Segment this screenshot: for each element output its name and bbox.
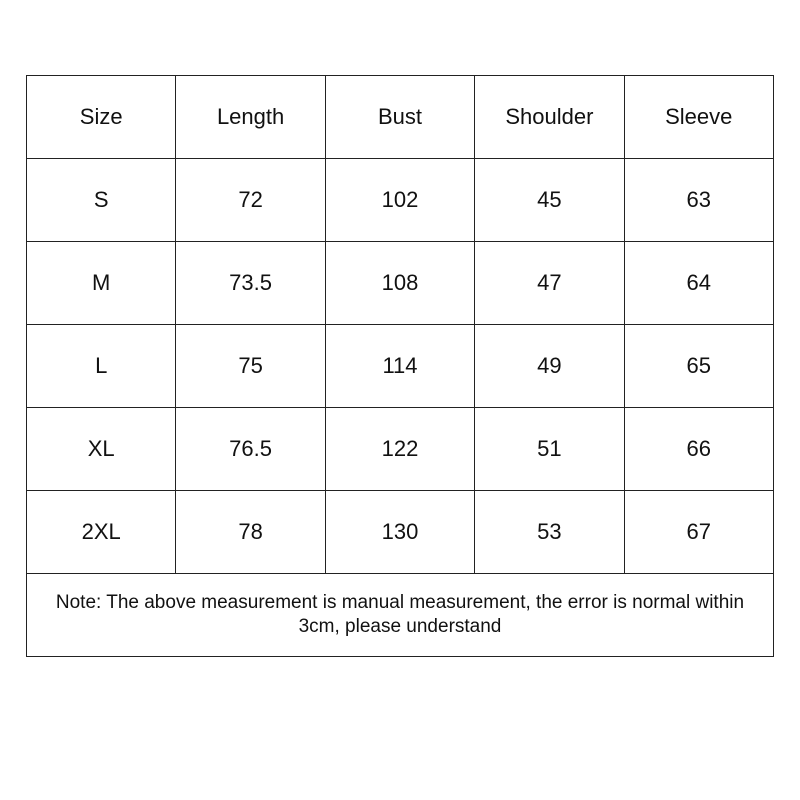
cell-length: 73.5	[176, 242, 325, 325]
header-sleeve: Sleeve	[624, 76, 773, 159]
cell-size: XL	[27, 408, 176, 491]
cell-bust: 130	[325, 491, 474, 574]
table-row	[27, 325, 774, 408]
cell-size: 2XL	[27, 491, 176, 574]
table-header-row	[27, 76, 774, 159]
cell-sleeve: 67	[624, 491, 773, 574]
cell-bust: 122	[325, 408, 474, 491]
cell-length: 78	[176, 491, 325, 574]
header-size: Size	[27, 76, 176, 159]
cell-shoulder: 53	[475, 491, 624, 574]
header-shoulder: Shoulder	[475, 76, 624, 159]
table-row	[27, 242, 774, 325]
cell-size: M	[27, 242, 176, 325]
cell-sleeve: 63	[624, 159, 773, 242]
header-length: Length	[176, 76, 325, 159]
cell-size: L	[27, 325, 176, 408]
cell-bust: 108	[325, 242, 474, 325]
size-chart-table	[26, 75, 774, 657]
cell-shoulder: 47	[475, 242, 624, 325]
cell-size: S	[27, 159, 176, 242]
measurement-note: Note: The above measurement is manual measurement, the error is normal within 3cm, please understand	[27, 574, 774, 657]
table-row	[27, 159, 774, 242]
cell-length: 75	[176, 325, 325, 408]
cell-bust: 102	[325, 159, 474, 242]
table-row	[27, 491, 774, 574]
cell-shoulder: 49	[475, 325, 624, 408]
cell-sleeve: 64	[624, 242, 773, 325]
cell-sleeve: 65	[624, 325, 773, 408]
header-bust: Bust	[325, 76, 474, 159]
cell-length: 76.5	[176, 408, 325, 491]
cell-shoulder: 51	[475, 408, 624, 491]
cell-length: 72	[176, 159, 325, 242]
cell-sleeve: 66	[624, 408, 773, 491]
cell-bust: 114	[325, 325, 474, 408]
cell-shoulder: 45	[475, 159, 624, 242]
table-row	[27, 408, 774, 491]
note-row	[27, 574, 774, 657]
